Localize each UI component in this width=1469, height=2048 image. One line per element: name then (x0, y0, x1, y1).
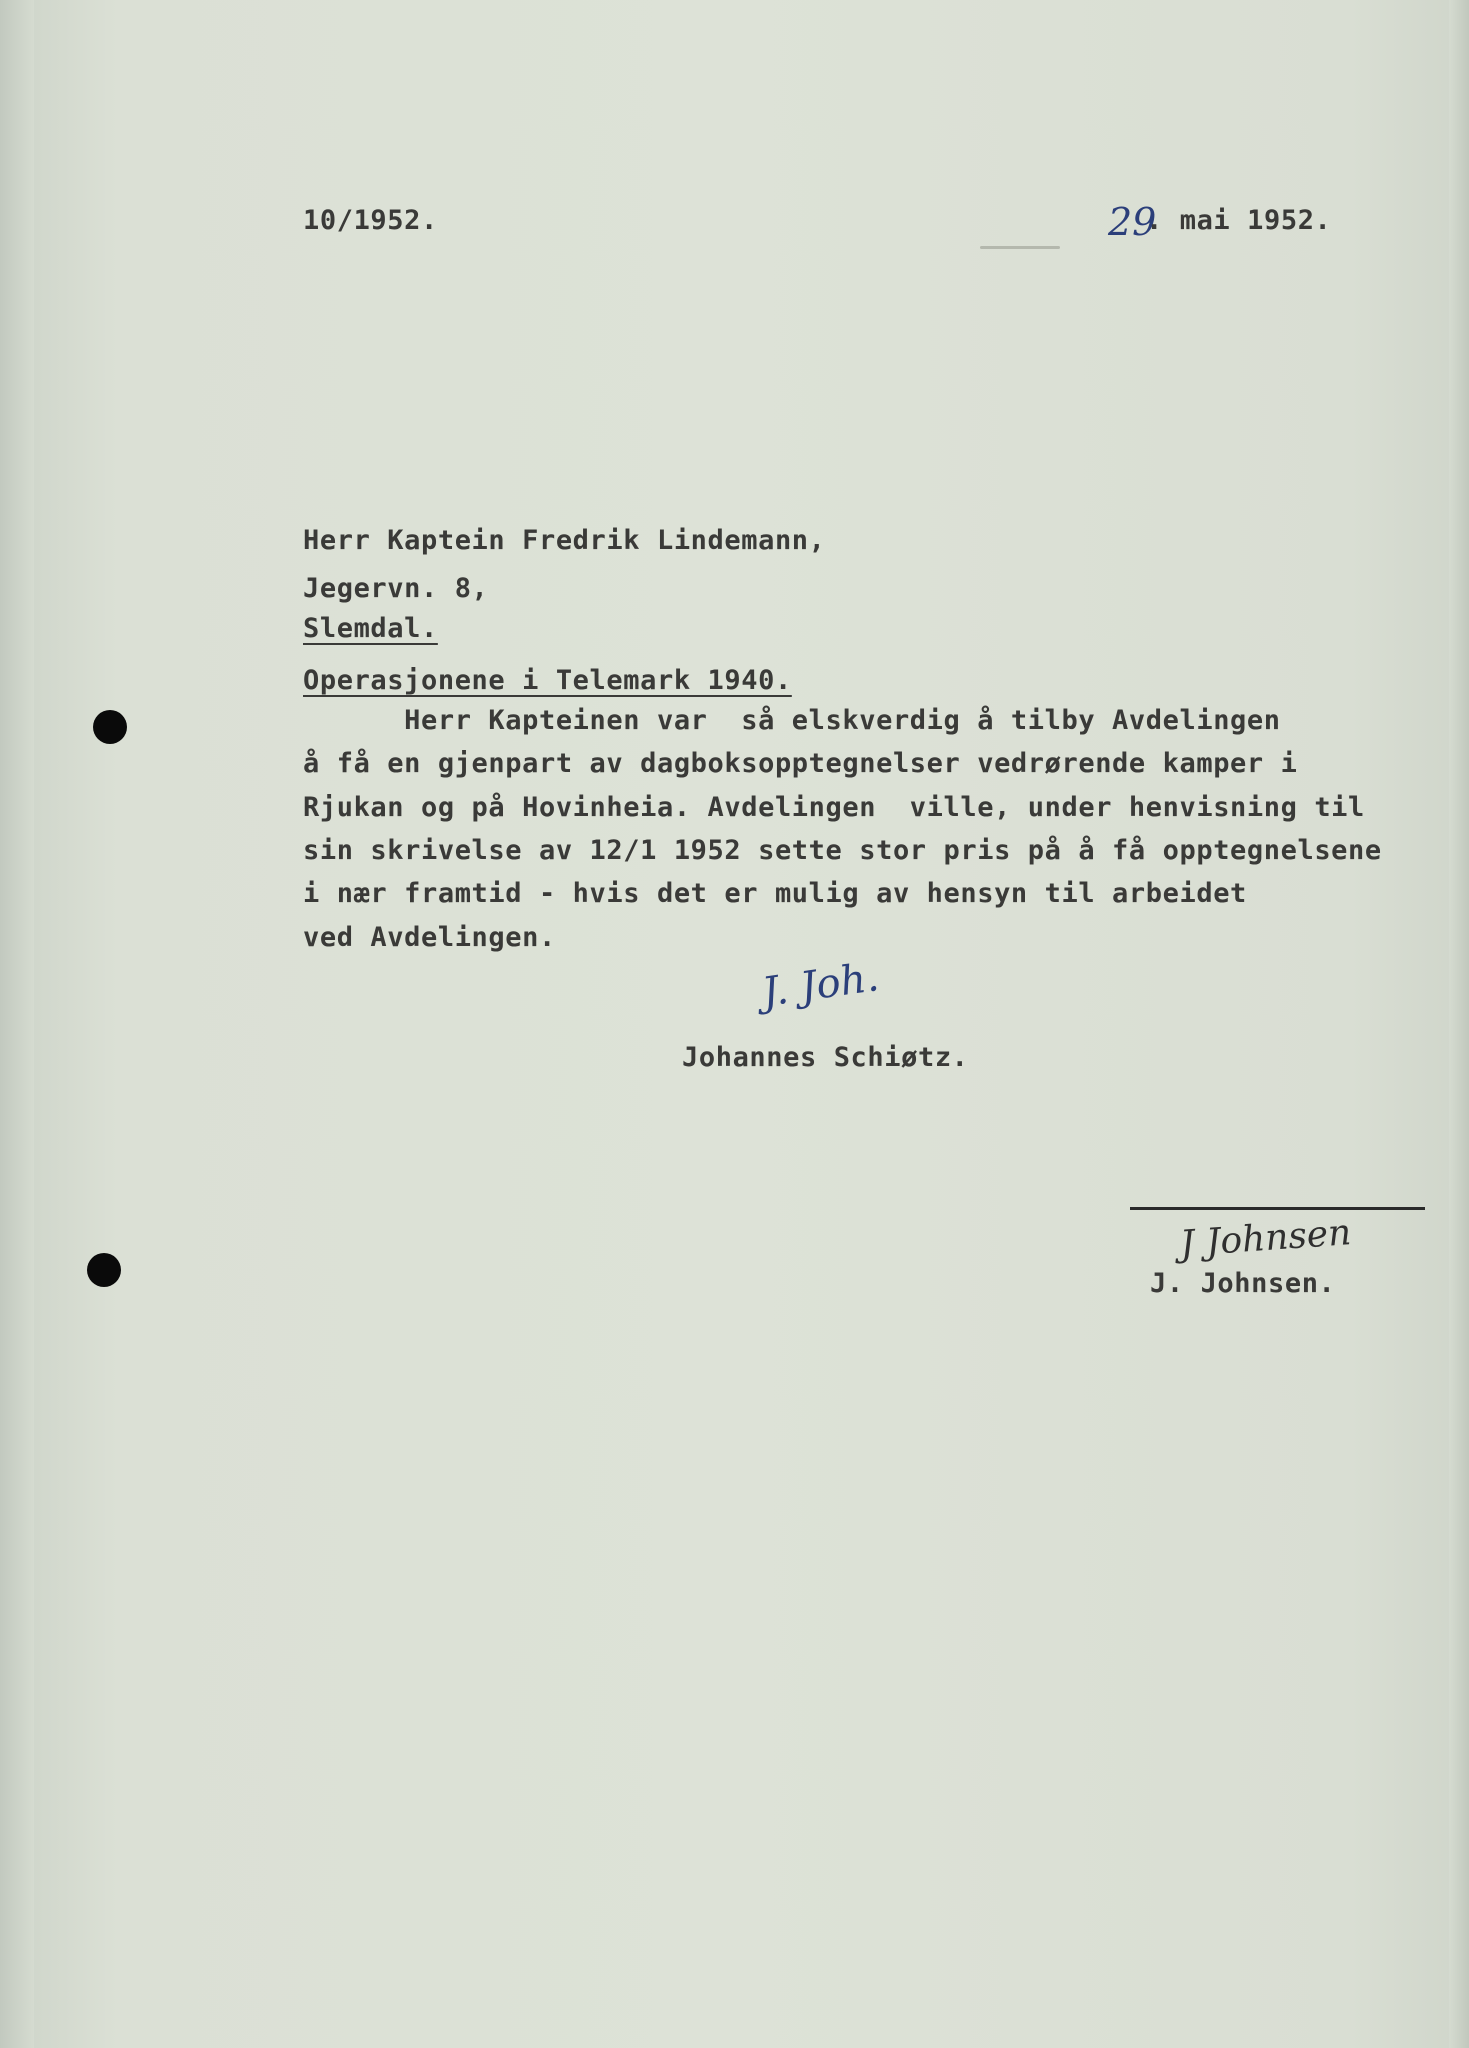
letter-date: . mai 1952. (1146, 205, 1332, 236)
signer-name-1: Johannes Schiøtz. (682, 1042, 969, 1073)
punch-hole-top (93, 710, 127, 744)
paper-smudge (980, 246, 1060, 249)
body-line-5: i nær framtid - hvis det er mulig av hensyn til arbeidet (303, 878, 1247, 909)
signature-line (1130, 1207, 1425, 1210)
body-line-2: å få en gjenpart av dagboksopptegnelser vedrørende kamper i (303, 748, 1298, 779)
recipient-line-3: Slemdal. (303, 613, 438, 644)
reference-number: 10/1952. (303, 205, 438, 236)
handwritten-initials: J. Joh. (759, 954, 882, 1016)
body-line-6: ved Avdelingen. (303, 922, 556, 953)
recipient-line-1: Herr Kaptein Fredrik Lindemann, (303, 525, 826, 556)
body-line-4: sin skrivelse av 12/1 1952 sette stor pris på å få opptegnelsene (303, 835, 1382, 866)
recipient-line-2: Jegervn. 8, (303, 573, 489, 604)
page-left-edge (0, 0, 34, 2048)
body-line-1: Herr Kapteinen var så elskverdig å tilby Avdelingen (303, 705, 1281, 736)
punch-hole-bottom (87, 1253, 121, 1287)
subject-line: Operasjonene i Telemark 1940. (303, 665, 792, 696)
signer-name-2: J. Johnsen. (1150, 1268, 1336, 1299)
page-right-edge (1449, 0, 1469, 2048)
body-line-3: Rjukan og på Hovinheia. Avdelingen ville, under henvisning til (303, 792, 1365, 823)
handwritten-date-day: 29 (1108, 200, 1157, 244)
handwritten-signature: J Johnsen (1178, 1212, 1353, 1265)
